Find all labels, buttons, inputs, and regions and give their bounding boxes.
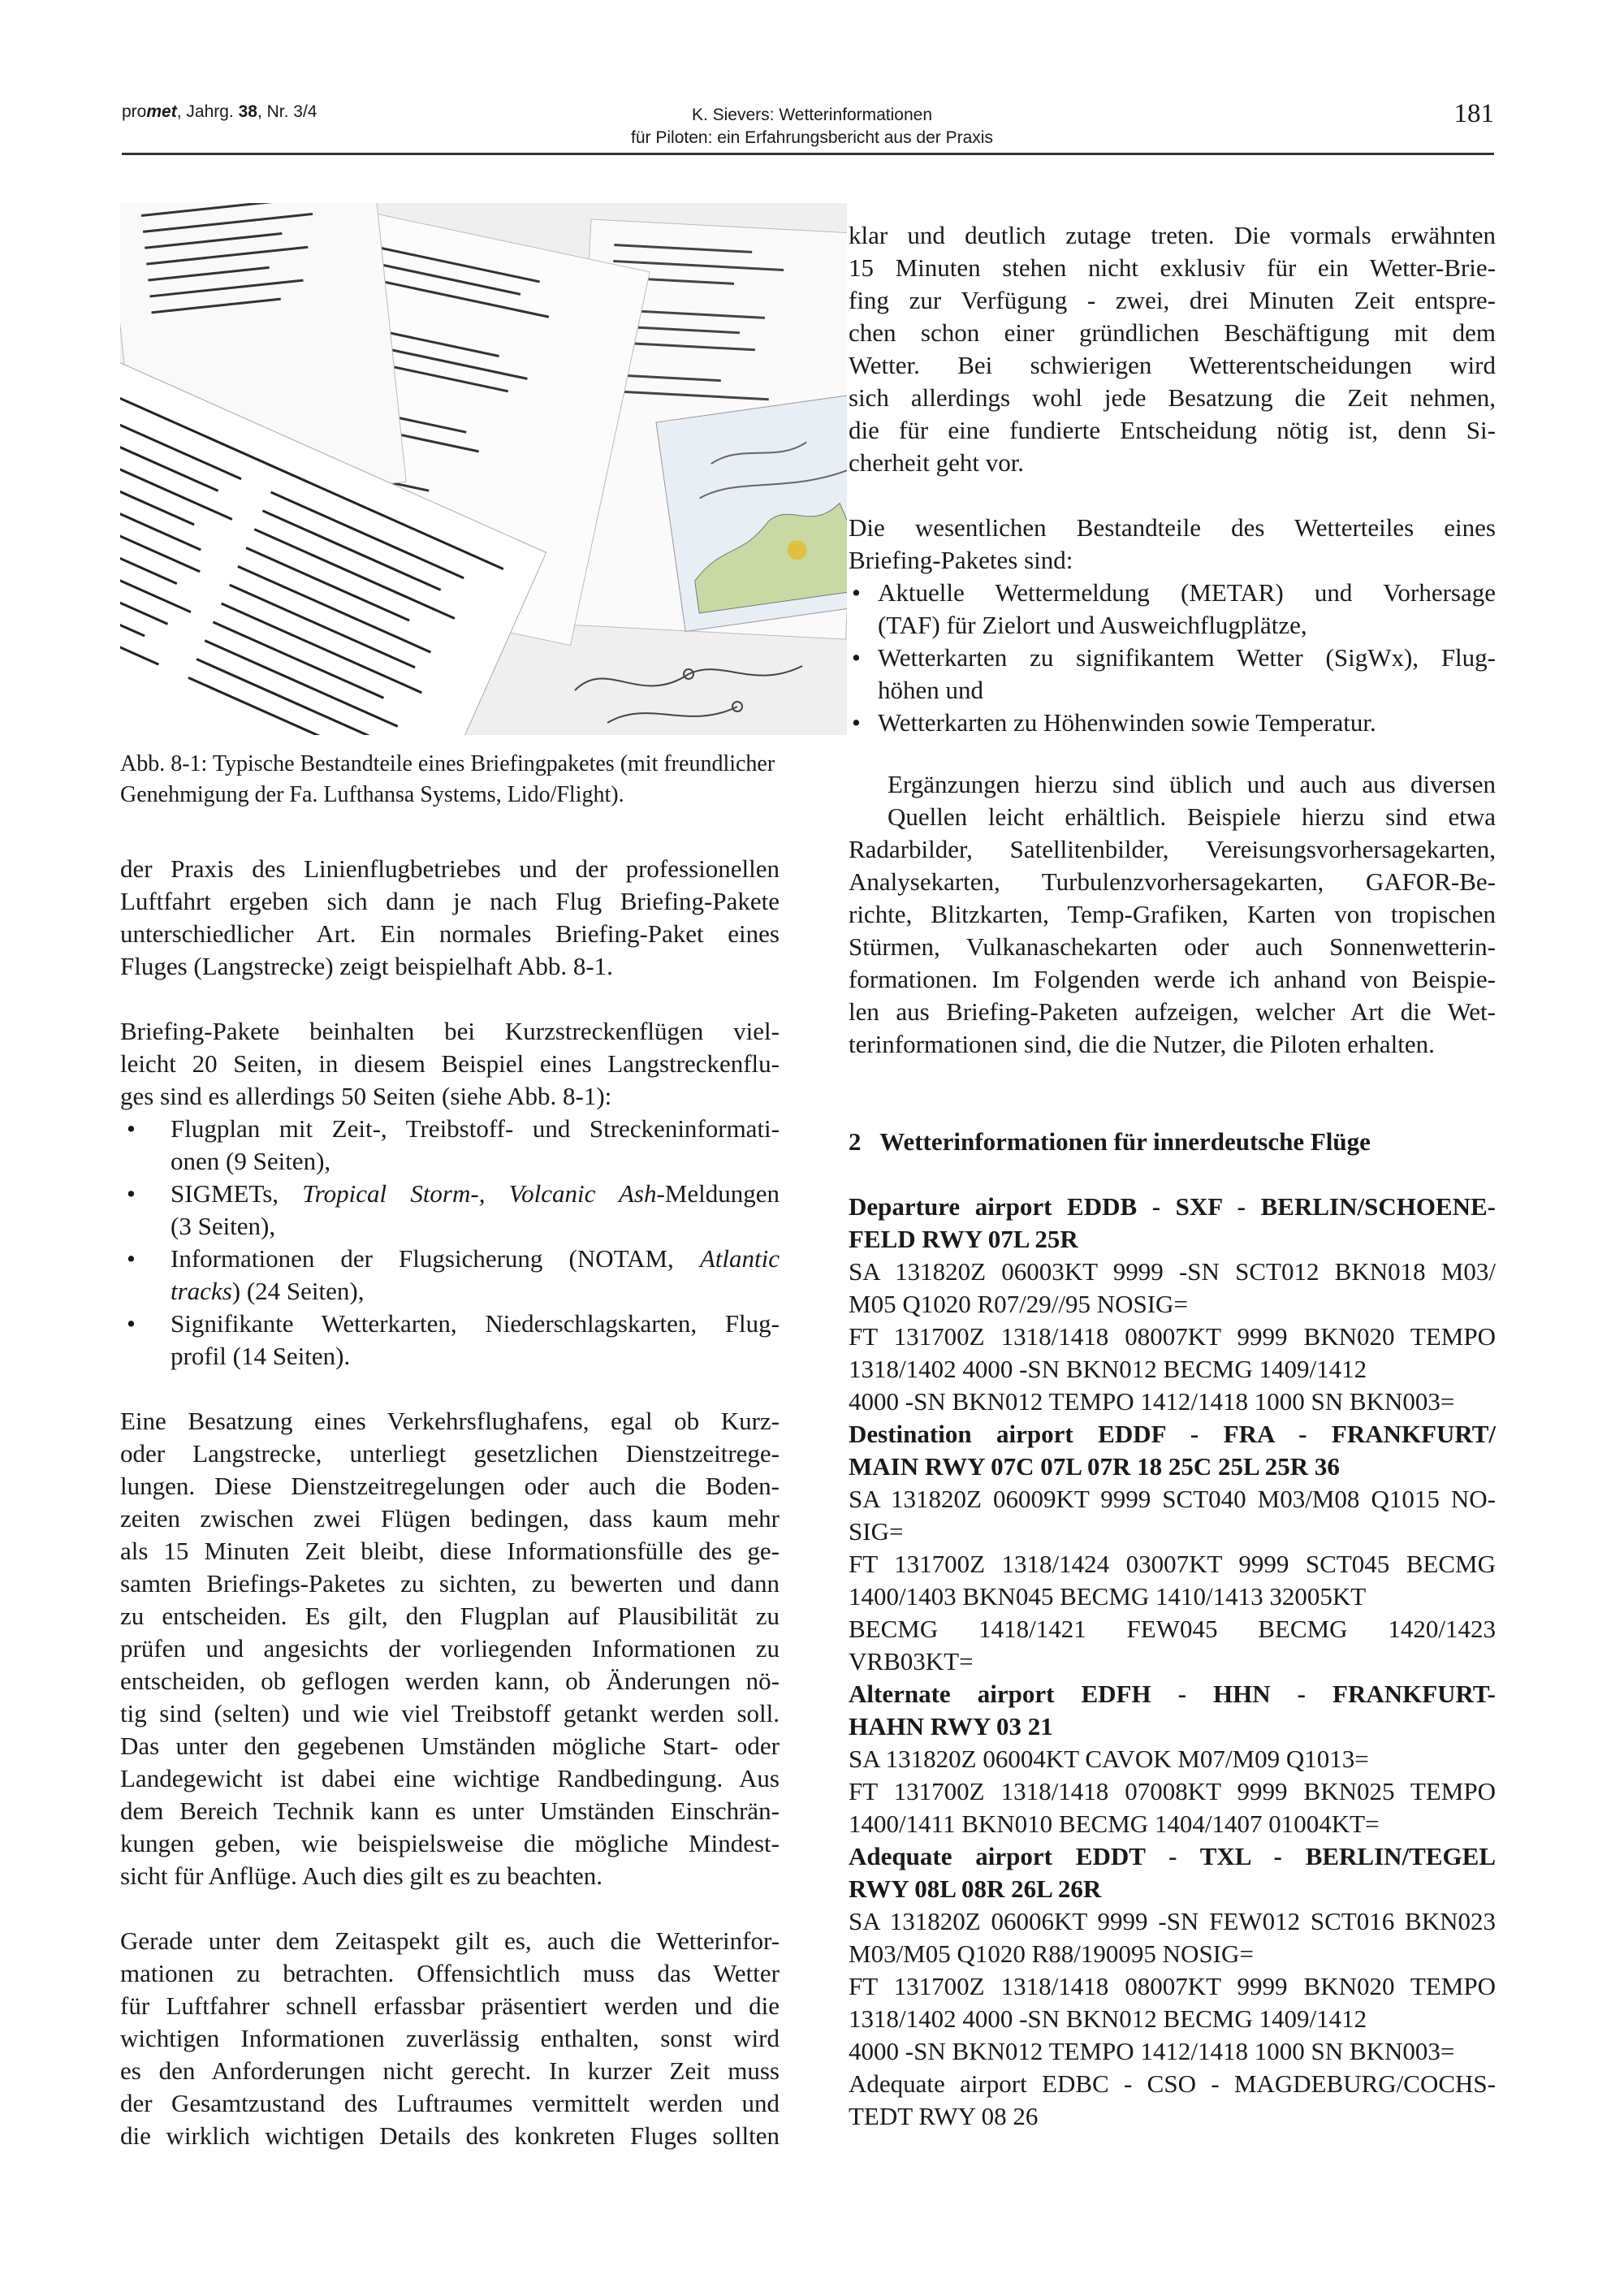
figure-caption-line: Abb. 8-1: Typische Bestandteile eines Briefingpaketes (mit freundlicher [120, 751, 775, 776]
bullet-icon: • [127, 1179, 136, 1208]
text-line: Informationen der Flugsicherung (NOTAM, Atlantic [171, 1244, 780, 1273]
text-line: als 15 Minuten Zeit bleibt, diese Informationsfülle des ge- [120, 1537, 780, 1565]
text-line: Flugplan mit Zeit-, Treibstoff- und Streckeninformati- [171, 1114, 780, 1143]
text-line: oder Langstrecke, unterliegt gesetzlichen Dienstzeitrege- [120, 1439, 780, 1468]
bullet-icon: • [852, 708, 861, 737]
text-line: formationen. Im Folgenden werde ich anhand von Beispie- [849, 965, 1496, 993]
text-line: unterschiedlicher Art. Ein normales Briefing-Paket eines [120, 919, 780, 948]
text-line: 15 Minuten stehen nicht exklusiv für ein Wetter-Brie- [849, 253, 1496, 282]
text-line: Signifikante Wetterkarten, Niederschlagskarten, Flug- [171, 1309, 780, 1338]
adequate-airport-title-magdeburg: Adequate airport EDBC - CSO - MAGDEBURG/COCHS- TEDT RWY 08 26 [849, 2069, 1496, 2130]
text-line: zu entscheiden. Es gilt, den Flugplan auf Plausibilität zu [120, 1602, 780, 1630]
text-line: samten Briefings-Paketes zu sichten, zu bewerten und dann [120, 1569, 780, 1598]
paragraph-praxis [120, 853, 780, 983]
text-line: Ergänzungen hierzu sind üblich und auch aus diversen [888, 770, 1496, 798]
text-line: wichtigen Informationen zuverlässig enthalten, sonst wird [120, 2024, 780, 2052]
figure-caption-line: Genehmigung der Fa. Lufthansa Systems, Lido/Flight). [120, 782, 624, 807]
text-line: Analysekarten, Turbulenzvorhersagekarten, GAFOR-Be- [849, 867, 1496, 896]
text-line: Radarbilder, Satellitenbilder, Vereisungsvorhersagekarten, [849, 835, 1496, 863]
list-item [849, 577, 1496, 642]
list-item [120, 1243, 780, 1308]
text-line: (3 Seiten), [171, 1212, 276, 1240]
text-line: Die wesentlichen Bestandteile des Wetterteiles eines [849, 513, 1496, 542]
text-line: Fluges (Langstrecke) zeigt beispielhaft Abb. 8-1. [120, 952, 613, 980]
bullet-icon: • [127, 1244, 136, 1273]
text-line: der Gesamtzustand des Luftraumes vermittelt werden und [120, 2089, 780, 2117]
adequate-airport-title-tegel: Adequate airport EDDT - TXL - BERLIN/TEGEL RWY 08L 08R 26L 26R [849, 1842, 1496, 1903]
adequate-metar-tegel: SA 131820Z 06006KT 9999 -SN FEW012 SCT016 BKN023 M03/M05 Q1020 R88/190095 NOSIG= [849, 1907, 1496, 1968]
text-line: tracks) (24 Seiten), [171, 1277, 365, 1305]
text-line: sicht für Anflüge. Auch dies gilt es zu beachten. [120, 1861, 603, 1890]
text-line: Quellen leicht erhältlich. Beispiele hierzu sind etwa [888, 802, 1496, 831]
header-rule [122, 153, 1494, 155]
bullet-icon: • [852, 578, 861, 607]
text-line: Wetterkarten zu signifikantem Wetter (SigWx), Flug- [878, 643, 1496, 672]
briefing-package-photo [120, 203, 847, 735]
list-item [120, 1113, 780, 1178]
text-line: klar und deutlich zutage treten. Die vormals erwähnten [849, 221, 1496, 249]
paragraph-klar-deutlich [849, 219, 1496, 479]
text-line: tig sind (selten) und wie viel Treibstoff getankt werden soll. [120, 1699, 780, 1727]
text-line: es den Anforderungen nicht gerecht. In kurzer Zeit muss [120, 2056, 780, 2085]
bullet-list-contents [120, 1113, 780, 1373]
list-item [849, 707, 1496, 739]
text-line: len aus Briefing-Paketen aufzeigen, welcher Art die Wet- [849, 997, 1496, 1026]
text-line: onen (9 Seiten), [171, 1147, 331, 1175]
text-line: ges sind es allerdings 50 Seiten (siehe Abb. 8-1): [120, 1082, 612, 1110]
text-line: die für eine fundierte Entscheidung nötig ist, denn Si- [849, 416, 1496, 444]
alternate-airport-title: Alternate airport EDFH - HHN - FRANKFURT- HAHN RWY 03 21 [849, 1680, 1496, 1740]
running-header-subtitle-line: für Piloten: ein Erfahrungsbericht aus der Praxis [631, 128, 993, 147]
departure-airport-title: Departure airport EDDB - SXF - BERLIN/SCHOENE- FELD RWY 07L 25R [849, 1192, 1496, 1253]
text-line: fing zur Verfügung - zwei, drei Minuten Zeit entspre- [849, 286, 1496, 314]
text-line: (TAF) für Zielort und Ausweichflugplätze, [878, 611, 1307, 639]
text-line: prüfen und angesichts der vorliegenden Informationen zu [120, 1634, 780, 1663]
briefing-papers-illustration [120, 203, 847, 735]
text-line: für Luftfahrer schnell erfassbar präsentiert werden und die [120, 1991, 780, 2020]
text-line: leicht 20 Seiten, in diesem Beispiel eines Langstreckenflu- [120, 1049, 780, 1078]
left-column [120, 853, 780, 2185]
text-line: terinformationen sind, die die Nutzer, die Piloten erhalten. [849, 1030, 1435, 1058]
text-line: zeiten zwischen zwei Flügen bedingen, dass kaum mehr [120, 1504, 780, 1533]
section-heading: 2 Wetterinformationen für innerdeutsche Flüge [849, 1127, 1371, 1156]
text-line: Aktuelle Wettermeldung (METAR) und Vorhersage [878, 578, 1496, 607]
paragraph-dienstzeit [120, 1405, 780, 1892]
text-line: Landegewicht ist dabei eine wichtige Randbedingung. Aus [120, 1764, 780, 1792]
text-line: profil (14 Seiten). [171, 1342, 351, 1370]
list-item [120, 1178, 780, 1243]
text-line: richte, Blitzkarten, Temp-Grafiken, Karten von tropischen [849, 900, 1496, 928]
paragraph-zeitaspekt [120, 1925, 780, 2152]
figure-caption [120, 749, 851, 811]
destination-taf: FT 131700Z 1318/1424 03007KT 9999 SCT045 BECMG 1400/1403 BKN045 BECMG 1410/1413 32005KT BECMG 1418/1421 FEW045 BECMG 1420/1423 VRB03KT= [849, 1550, 1496, 1676]
text-line: cherheit geht vor. [849, 448, 1025, 477]
text-line: entscheiden, ob geflogen werden kann, ob Änderungen nö- [120, 1667, 780, 1695]
text-line: Eine Besatzung eines Verkehrsflughafens, egal ob Kurz- [120, 1407, 780, 1435]
text-line: Briefing-Paketes sind: [849, 546, 1073, 574]
page-number: 181 [1453, 99, 1494, 128]
destination-airport-title: Destination airport EDDF - FRA - FRANKFURT/ MAIN RWY 07C 07L 07R 18 25C 25L 25R 36 [849, 1420, 1496, 1481]
bullet-icon: • [852, 643, 861, 672]
text-line: der Praxis des Linienflugbetriebes und der professionellen [120, 854, 780, 883]
text-line: chen schon einer gründlichen Beschäftigung mit dem [849, 318, 1496, 347]
alternate-metar: SA 131820Z 06004KT CAVOK M07/M09 Q1013= [849, 1745, 1369, 1773]
text-line: Luftfahrt ergeben sich dann je nach Flug Briefing-Pakete [120, 887, 780, 915]
adequate-taf-tegel: FT 131700Z 1318/1418 08007KT 9999 BKN020 TEMPO 1318/1402 4000 -SN BKN012 BECMG 1409/1412 4000 -SN BKN012 TEMPO 1412/1418 1000 SN BKN003= [849, 1972, 1496, 2065]
text-line: kungen geben, wie beispielsweise die mögliche Mindest- [120, 1829, 780, 1857]
text-line: Wetterkarten zu Höhenwinden sowie Temperatur. [878, 708, 1376, 737]
text-line: sich allerdings wohl jede Besatzung die Zeit nehmen, [849, 383, 1496, 412]
paragraph-bestandteile [849, 512, 1496, 577]
list-item [849, 642, 1496, 707]
running-header-title [520, 104, 1104, 149]
text-line: Wetter. Bei schwierigen Wetterentscheidungen wird [849, 351, 1496, 379]
text-line: die wirklich wichtigen Details des konkreten Fluges sollten [120, 2121, 780, 2150]
text-line: lungen. Diese Dienstzeitregelungen oder auch die Boden- [120, 1472, 780, 1500]
text-line: Gerade unter dem Zeitaspekt gilt es, auch die Wetterinfor- [120, 1926, 780, 1955]
list-item [120, 1308, 780, 1373]
bullet-icon: • [127, 1114, 136, 1143]
departure-taf: FT 131700Z 1318/1418 08007KT 9999 BKN020 TEMPO 1318/1402 4000 -SN BKN012 BECMG 1409/1412 4000 -SN BKN012 TEMPO 1412/1418 1000 SN BKN003= [849, 1322, 1496, 1416]
paragraph-briefing-pakete [120, 1015, 780, 1113]
text-line: Das unter den gegebenen Umständen mögliche Start- oder [120, 1732, 780, 1760]
text-line: SIGMETs, Tropical Storm-, Volcanic Ash-Meldungen [171, 1179, 780, 1208]
bullet-icon: • [127, 1309, 136, 1338]
right-column [849, 219, 1496, 2133]
departure-metar: SA 131820Z 06003KT 9999 -SN SCT012 BKN018 M03/ M05 Q1020 R07/29//95 NOSIG= [849, 1257, 1496, 1318]
running-header-journal: promet, Jahrg. 38, Nr. 3/4 [122, 102, 317, 121]
alternate-taf: FT 131700Z 1318/1418 07008KT 9999 BKN025 TEMPO 1400/1411 BKN010 BECMG 1404/1407 01004KT= [849, 1777, 1496, 1838]
paragraph-ergaenzungen [849, 768, 1496, 1061]
text-line: mationen zu betrachten. Offensichtlich muss das Wetter [120, 1959, 780, 1987]
text-line: höhen und [878, 676, 984, 704]
text-line: Briefing-Pakete beinhalten bei Kurzstreckenflügen viel- [120, 1017, 780, 1045]
text-line: Stürmen, Vulkanaschekarten oder auch Sonnenwetterin- [849, 932, 1496, 961]
destination-metar: SA 131820Z 06009KT 9999 SCT040 M03/M08 Q1015 NO- SIG= [849, 1485, 1496, 1546]
running-header-author-line: K. Sievers: Wetterinformationen [691, 106, 933, 124]
bullet-list-weather-parts [849, 577, 1496, 739]
text-line: dem Bereich Technik kann es unter Umständen Einschrän- [120, 1797, 780, 1825]
